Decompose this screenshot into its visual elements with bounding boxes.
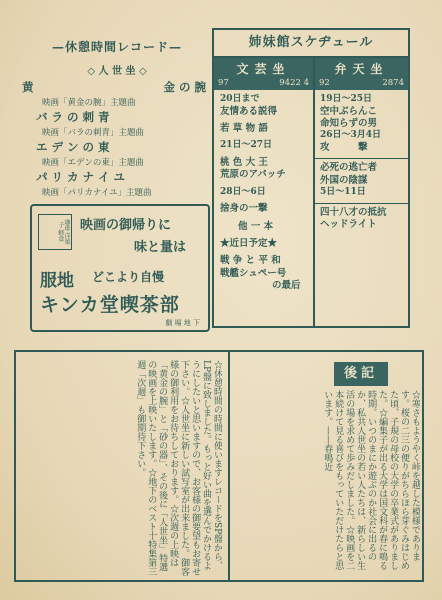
- cinema-phone: 92 2874: [319, 78, 404, 88]
- schedule-entry: 友情ある説得: [220, 105, 278, 117]
- schedule-entry: 他 一 本: [238, 220, 274, 232]
- cinema-name: 弁天坐: [334, 62, 389, 76]
- cinema-header: [214, 58, 313, 90]
- song-item: [22, 109, 212, 138]
- ad-line1: 映画の御帰りに: [80, 218, 172, 233]
- schedule-entry: 26日～3月4日: [320, 130, 382, 141]
- schedule-entry: 28日～6日: [220, 186, 266, 197]
- schedule-entry: 四十八才の抵抗: [320, 206, 387, 218]
- ad-boast: どこより自慢: [92, 270, 165, 284]
- cinema-name: 文芸坐: [236, 62, 291, 76]
- song-film: 映画「パリカナイユ」主題曲: [42, 188, 152, 198]
- records-title: —休憩時間レコード—: [51, 40, 182, 54]
- schedule-entry: ★近日予定★: [220, 238, 278, 250]
- song-title: エ デ ン の 東: [36, 140, 110, 154]
- cinema-header: [315, 58, 408, 90]
- sister-theater-schedule: [212, 28, 410, 328]
- song-title-prefix: 黄: [22, 80, 34, 94]
- schedule-entry: の最后: [272, 280, 301, 292]
- ad-area: 服地: [40, 271, 74, 291]
- schedule-entry: 攻 撃: [320, 142, 368, 154]
- divider: [315, 203, 410, 204]
- divider: [315, 158, 410, 159]
- cinema-column-bentenza: [315, 58, 408, 326]
- song-title: パ リ カ ナ イ ユ: [36, 170, 126, 184]
- schedule-entry: 捨身の一撃: [220, 203, 268, 215]
- schedule-entry: 戦艦シュペー号: [220, 267, 287, 279]
- schedule-entry: ヘッドライト: [320, 219, 377, 231]
- divider: [228, 352, 230, 580]
- schedule-entry: 若 草 物 語: [220, 123, 268, 135]
- song-title: バ ラ の 刺 青: [36, 110, 110, 124]
- song-film: 映画「エデンの東」主題曲: [42, 158, 144, 168]
- schedule-entry: 外国の陰謀: [320, 174, 368, 186]
- song-film: 映画「バラの刺青」主題曲: [42, 128, 145, 138]
- postscript-badge: 後記: [334, 362, 388, 386]
- records-section: [22, 38, 212, 198]
- song-title: 金 の 腕: [163, 80, 206, 94]
- schedule-entry: 20日まで: [220, 94, 260, 104]
- song-item: [22, 139, 212, 168]
- schedule-header: 姉妹館スケヂュール: [214, 30, 408, 58]
- ad-stamp: 珈琲 洋菓子 軽食: [38, 214, 72, 250]
- cinema-column-bungeiza: [214, 58, 315, 326]
- ad-line2: 味と量は: [134, 240, 187, 255]
- cinema-phone: 97 9422 4: [218, 78, 309, 88]
- schedule-entry: 荒原のアパッチ: [220, 169, 286, 181]
- records-subhead: ◇ 人 世 坐 ◇: [87, 66, 147, 77]
- ad-shop-name: キンカ堂喫茶部: [40, 294, 180, 316]
- song-film: 映画「黄金の腕」主題曲: [42, 98, 136, 108]
- song-item: [22, 169, 212, 198]
- schedule-entry: 戦 争 と 平 和: [220, 255, 281, 267]
- postscript-text: ☆寒さもようやく峠を越した模様であります。桜の二三の便りがちらほら芽ぐみはじめた頃、子規の母校の大学の卒業式がありました。☆編集子が出る大学は国文科が春に鳴る時期。いつのまにか遊ぶのか社会に出るのか、私共人世坐の若い人たちは、新らしい生活の場を求めて歩みだしました。☆映画を二本続けて見る喜びをもっていただけたらと思います。——春鳴近: [322, 390, 420, 570]
- schedule-entry: 空中ぶらんこ: [320, 105, 378, 117]
- song-item: [22, 79, 212, 108]
- schedule-entry: 桃 色 大 王: [220, 157, 268, 169]
- schedule-entry: 21日～27日: [220, 140, 273, 151]
- kinkado-advertisement: [30, 204, 210, 332]
- ad-address: 劇 場 地 下: [165, 319, 200, 327]
- schedule-entry: 5日～11日: [320, 187, 366, 198]
- schedule-entry: 19日～25日: [320, 94, 373, 104]
- schedule-entry: 必死の逃亡者: [320, 162, 378, 174]
- announcement-text: ☆休憩時間の時間に使いますレコードをSP盤から、LP盤に致しました。もっと好い曲を選んでかけるようにしたいと思いますので、お客様の御要望もお寄せ下さい。☆人世坐に新しい試写室が出来ました。御客様の御利用をお待ちしております。☆次週の上映は「黄金の腕」と「砂の器」、その後に「人世坐」特選の映画を上映いたします。☆地下のベスト十特集第三週「次週」も御期待下さい。: [135, 360, 222, 576]
- schedule-entry: 命知らずの男: [320, 118, 378, 130]
- postscript-section: [14, 350, 424, 582]
